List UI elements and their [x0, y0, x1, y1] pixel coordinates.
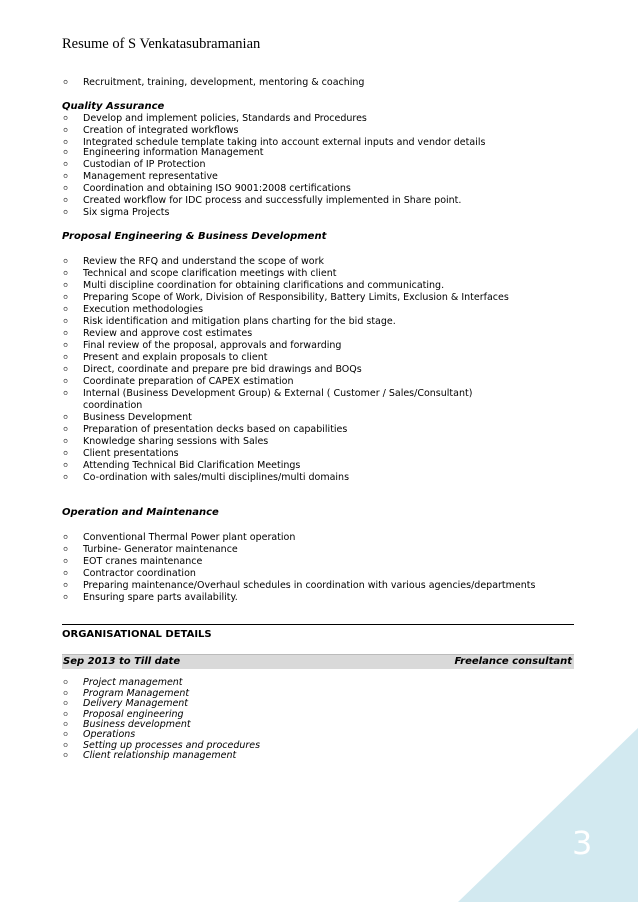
- bullet-icon: ⚪: [62, 114, 70, 124]
- list-item: ⚪ Knowledge sharing sessions with Sales: [62, 436, 269, 447]
- bullet-icon: ⚪: [62, 689, 70, 699]
- section-heading-operation: Operation and Maintenance: [62, 507, 219, 518]
- bullet-icon: ⚪: [62, 317, 70, 327]
- list-item: ⚪ Turbine- Generator maintenance: [62, 544, 238, 555]
- bullet-icon: ⚪: [62, 751, 70, 761]
- list-item: ⚪ Risk identification and mitigation plans charting for the bid stage.: [62, 316, 396, 327]
- list-item: ⚪ Preparing maintenance/Overhaul schedules in coordination with various agencies/departments: [62, 580, 536, 591]
- list-item: ⚪ Six sigma Projects: [62, 207, 170, 218]
- employment-period: Sep 2013 to Till date: [63, 656, 181, 667]
- list-item-continuation: coordination: [83, 400, 143, 411]
- list-item: ⚪ Present and explain proposals to client: [62, 352, 268, 363]
- bullet-icon: ⚪: [62, 569, 70, 579]
- list-item: ⚪ Setting up processes and procedures: [62, 740, 261, 751]
- bullet-icon: ⚪: [62, 449, 70, 459]
- bullet-icon: ⚪: [62, 281, 70, 291]
- list-item: ⚪ Operations: [62, 729, 136, 740]
- list-item: ⚪ Attending Technical Bid Clarification Meetings: [62, 460, 301, 471]
- bullet-icon: ⚪: [62, 557, 70, 567]
- bullet-icon: ⚪: [62, 545, 70, 555]
- bullet-icon: ⚪: [62, 425, 70, 435]
- bullet-icon: ⚪: [62, 720, 70, 730]
- list-item: ⚪ Custodian of IP Protection: [62, 159, 206, 170]
- bullet-icon: ⚪: [62, 257, 70, 267]
- list-item: ⚪ Coordinate preparation of CAPEX estimation: [62, 376, 294, 387]
- bullet-icon: ⚪: [62, 353, 70, 363]
- bullet-icon: ⚪: [62, 377, 70, 387]
- list-item: ⚪ Recruitment, training, development, mentoring & coaching: [62, 77, 365, 88]
- section-heading-proposal: Proposal Engineering & Business Development: [62, 231, 327, 242]
- list-item: ⚪ Review the RFQ and understand the scope of work: [62, 256, 325, 267]
- list-item: ⚪ Ensuring spare parts availability.: [62, 592, 238, 603]
- bullet-icon: ⚪: [62, 413, 70, 423]
- list-item: ⚪ Created workflow for IDC process and successfully implemented in Share point.: [62, 195, 462, 206]
- list-item: ⚪ EOT cranes maintenance: [62, 556, 203, 567]
- bullet-icon: ⚪: [62, 208, 70, 218]
- bullet-icon: ⚪: [62, 365, 70, 375]
- list-item: ⚪ Preparing Scope of Work, Division of Responsibility, Battery Limits, Exclusion & Interfaces: [62, 292, 509, 303]
- bullet-icon: ⚪: [62, 305, 70, 315]
- bullet-icon: ⚪: [62, 437, 70, 447]
- list-item: ⚪ Internal (Business Development Group) & External ( Customer / Sales/Consultant): [62, 388, 473, 399]
- bullet-icon: ⚪: [62, 741, 70, 751]
- bullet-icon: ⚪: [62, 581, 70, 591]
- list-item: ⚪ Conventional Thermal Power plant operation: [62, 532, 296, 543]
- employment-role: Freelance consultant: [454, 656, 572, 667]
- bullet-icon: ⚪: [62, 126, 70, 136]
- bullet-icon: ⚪: [62, 730, 70, 740]
- list-item: ⚪ Develop and implement policies, Standards and Procedures: [62, 113, 367, 124]
- bullet-icon: ⚪: [62, 196, 70, 206]
- list-item: ⚪ Creation of integrated workflows: [62, 125, 239, 136]
- list-item: ⚪ Proposal engineering: [62, 709, 184, 720]
- section-heading-quality: Quality Assurance: [62, 101, 165, 112]
- employment-row: [62, 654, 574, 669]
- bullet-icon: ⚪: [62, 533, 70, 543]
- bullet-icon: ⚪: [62, 293, 70, 303]
- page-header: Resume of S Venkatasubramanian: [62, 36, 261, 52]
- list-item: ⚪ Client relationship management: [62, 750, 237, 761]
- list-item: ⚪ Direct, coordinate and prepare pre bid drawings and BOQs: [62, 364, 362, 375]
- list-item: ⚪ Coordination and obtaining ISO 9001:2008 certifications: [62, 183, 351, 194]
- list-item: ⚪ Multi discipline coordination for obtaining clarifications and communicating.: [62, 280, 445, 291]
- list-item: ⚪ Client presentations: [62, 448, 179, 459]
- bullet-icon: ⚪: [62, 461, 70, 471]
- bullet-icon: ⚪: [62, 593, 70, 603]
- list-item: ⚪ Business development: [62, 719, 191, 730]
- list-item: ⚪ Project management: [62, 677, 183, 688]
- list-item: ⚪ Management representative: [62, 171, 218, 182]
- bullet-icon: ⚪: [62, 138, 70, 148]
- list-item: ⚪ Preparation of presentation decks based on capabilities: [62, 424, 348, 435]
- bullet-icon: ⚪: [62, 172, 70, 182]
- bullet-icon: ⚪: [62, 78, 70, 88]
- bullet-icon: ⚪: [62, 329, 70, 339]
- list-item: ⚪ Delivery Management: [62, 698, 189, 709]
- list-item: ⚪ Technical and scope clarification meetings with client: [62, 268, 337, 279]
- list-item: ⚪ Review and approve cost estimates: [62, 328, 253, 339]
- page-number: 3: [572, 824, 593, 862]
- bullet-icon: ⚪: [62, 699, 70, 709]
- bullet-icon: ⚪: [62, 269, 70, 279]
- bullet-icon: ⚪: [62, 678, 70, 688]
- list-item: ⚪ Contractor coordination: [62, 568, 196, 579]
- bullet-icon: ⚪: [62, 160, 70, 170]
- list-item: ⚪ Integrated schedule template taking into account external inputs and vendor details: [62, 137, 486, 148]
- list-item: ⚪ Final review of the proposal, approvals and forwarding: [62, 340, 342, 351]
- list-item: ⚪ Execution methodologies: [62, 304, 204, 315]
- corner-triangle: [458, 728, 638, 902]
- list-item: ⚪ Program Management: [62, 688, 190, 699]
- list-item: ⚪ Co-ordination with sales/multi disciplines/multi domains: [62, 472, 350, 483]
- bullet-icon: ⚪: [62, 148, 70, 158]
- section-heading-organisation: ORGANISATIONAL DETAILS: [62, 624, 574, 640]
- bullet-icon: ⚪: [62, 184, 70, 194]
- bullet-icon: ⚪: [62, 473, 70, 483]
- list-item: ⚪ Engineering information Management: [62, 147, 264, 158]
- bullet-icon: ⚪: [62, 710, 70, 720]
- list-item: ⚪ Business Development: [62, 412, 192, 423]
- bullet-icon: ⚪: [62, 341, 70, 351]
- bullet-icon: ⚪: [62, 389, 70, 399]
